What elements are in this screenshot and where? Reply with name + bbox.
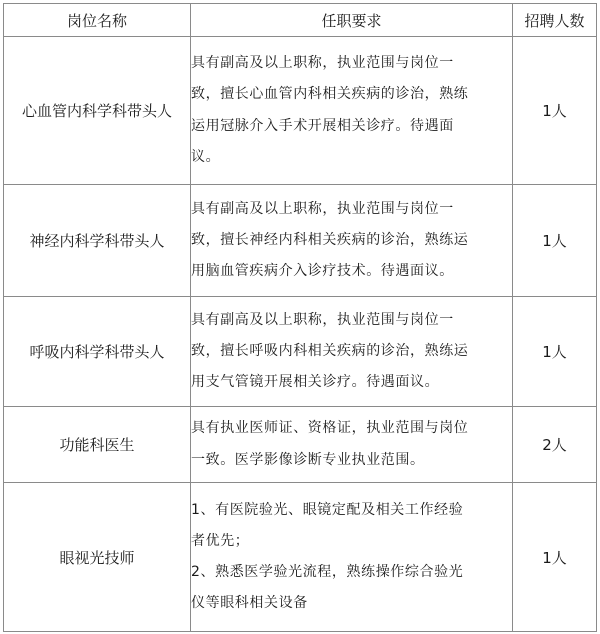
recruitment-table xyxy=(3,3,597,632)
requirement-line: 一致。医学影像诊断专业执业范围。 xyxy=(191,451,425,468)
hire-count: 1人 xyxy=(513,297,597,407)
header-row xyxy=(4,4,597,37)
requirement-line: 运用冠脉介入手术开展相关诊疗。待遇面 xyxy=(191,117,454,134)
requirements-cell xyxy=(191,37,513,185)
position-name: 功能科医生 xyxy=(4,407,191,483)
requirements-cell xyxy=(191,407,513,483)
requirements-cell xyxy=(191,185,513,297)
position-name: 眼视光技师 xyxy=(4,483,191,632)
table-row xyxy=(4,185,597,297)
requirement-line: 具有副高及以上职称，执业范围与岗位一 xyxy=(191,311,454,328)
hire-count: 1人 xyxy=(513,37,597,185)
position-name: 神经内科学科带头人 xyxy=(4,185,191,297)
table-row xyxy=(4,297,597,407)
hire-count: 1人 xyxy=(513,483,597,632)
requirement-line: 2、熟悉医学验光流程，熟练操作综合验光 xyxy=(191,564,464,580)
requirements-cell xyxy=(191,297,513,407)
requirement-line: 1、有医院验光、眼镜定配及相关工作经验 xyxy=(191,501,464,518)
requirement-line: 者优先； xyxy=(191,532,250,549)
position-name: 呼吸内科学科带头人 xyxy=(4,297,191,407)
header-position: 岗位名称 xyxy=(4,4,191,37)
hire-count: 1人 xyxy=(513,185,597,297)
table-row xyxy=(4,407,597,483)
position-name: 心血管内科学科带头人 xyxy=(4,37,191,185)
header-count: 招聘人数 xyxy=(513,4,597,37)
hire-count: 2人 xyxy=(513,407,597,483)
requirement-line: 致，擅长呼吸内科相关疾病的诊治，熟练运 xyxy=(191,342,469,359)
requirements-cell xyxy=(191,483,513,632)
requirement-line: 仪等眼科相关设备 xyxy=(191,595,308,612)
requirement-line: 议。 xyxy=(191,148,221,165)
requirement-line: 致，擅长心血管内科相关疾病的诊治，熟练 xyxy=(191,86,469,103)
requirement-line: 具有执业医师证、资格证，执业范围与岗位 xyxy=(191,420,469,437)
requirement-line: 致，擅长神经内科相关疾病的诊治，熟练运 xyxy=(191,231,469,248)
requirement-line: 用脑血管疾病介入诊疗技术。待遇面议。 xyxy=(191,263,454,280)
table-row xyxy=(4,37,597,185)
requirement-line: 用支气管镜开展相关诊疗。待遇面议。 xyxy=(191,374,440,391)
requirement-line: 具有副高及以上职称，执业范围与岗位一 xyxy=(191,55,454,72)
table-row xyxy=(4,483,597,632)
header-requirements: 任职要求 xyxy=(191,4,513,37)
requirement-line: 具有副高及以上职称，执业范围与岗位一 xyxy=(191,200,454,217)
